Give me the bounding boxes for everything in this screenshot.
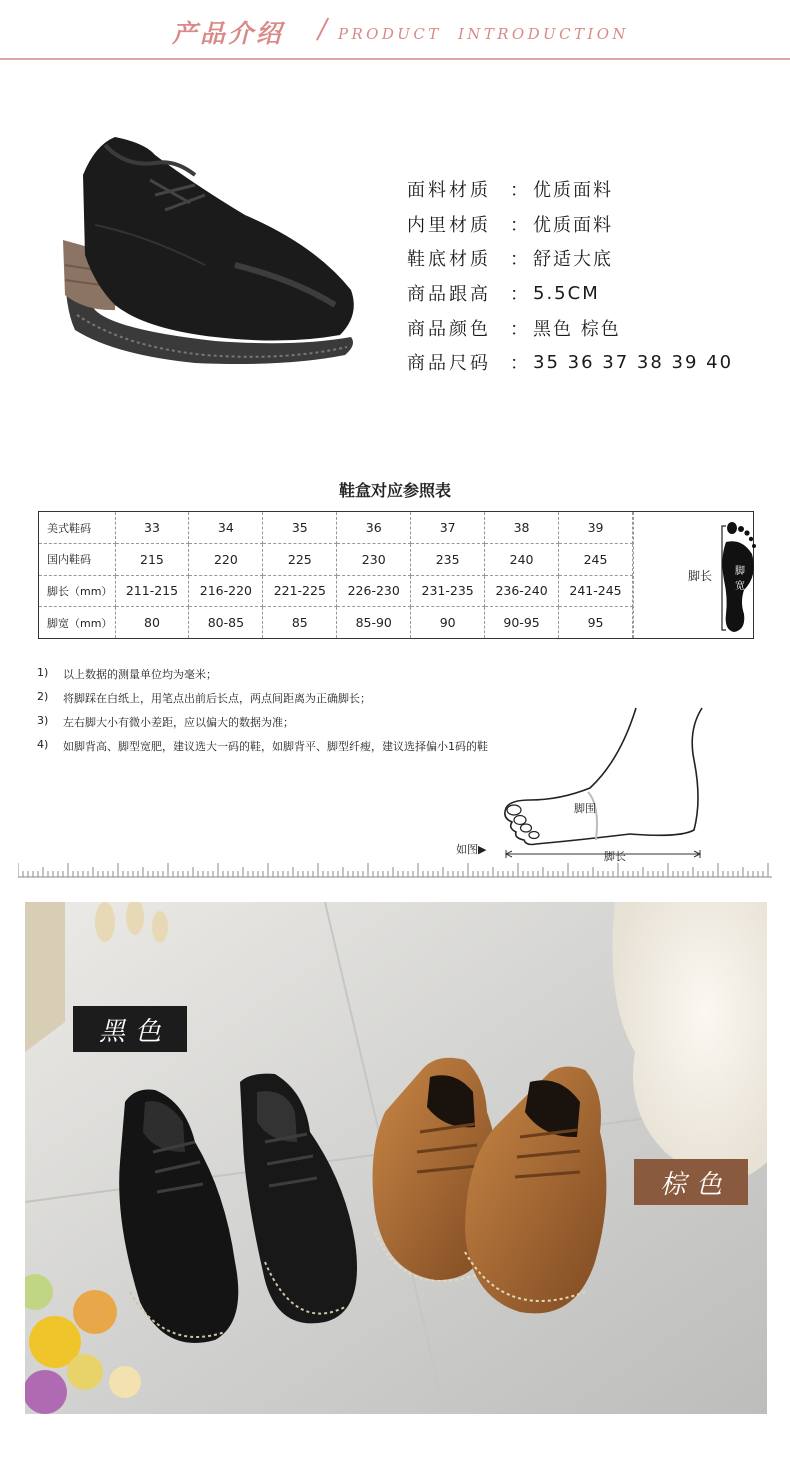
note-text: 左右脚大小有微小差距，应以偏大的数据为准；	[63, 716, 294, 729]
spec-row	[407, 345, 777, 380]
spec-row	[407, 276, 777, 311]
foot-measure-box	[633, 512, 753, 638]
table-cell: 235	[411, 544, 485, 576]
table-cell: 221-225	[263, 575, 337, 607]
as-shown-label: 如图▶	[456, 843, 487, 856]
table-cell: 230	[337, 544, 411, 576]
header-separator: /	[318, 14, 328, 45]
spec-key: 商品颜色	[407, 318, 491, 340]
header-title-cn: 产品介绍	[172, 19, 285, 48]
girth-label: 脚围	[574, 802, 596, 815]
spec-value: 35 36 37 38 39 40	[533, 351, 734, 373]
ruler-divider	[18, 860, 772, 878]
spec-value: 优质面料	[533, 180, 613, 202]
spec-row	[407, 207, 777, 242]
table-cell: 216-220	[189, 575, 263, 607]
spec-row	[407, 241, 777, 276]
note-number: 1)	[37, 666, 49, 679]
table-cell: 85	[263, 607, 337, 639]
size-grid	[39, 512, 633, 638]
table-cell: 34	[189, 512, 263, 544]
spec-colon: ：	[510, 249, 528, 271]
spec-value: 5.5CM	[533, 282, 600, 304]
section-header	[0, 0, 790, 62]
table-cell: 225	[263, 544, 337, 576]
spec-colon: ：	[510, 353, 528, 375]
spec-colon: ：	[510, 318, 528, 340]
product-photo	[25, 902, 767, 1414]
spec-row	[407, 310, 777, 345]
table-cell: 241-245	[559, 575, 633, 607]
table-cell: 80-85	[189, 607, 263, 639]
note-number: 3)	[37, 714, 49, 727]
note-text: 以上数据的测量单位均为毫米；	[63, 668, 217, 681]
note-item	[37, 666, 488, 690]
table-cell: 90-95	[485, 607, 559, 639]
spec-colon: ：	[510, 214, 528, 236]
size-table	[38, 511, 754, 639]
table-cell: 95	[559, 607, 633, 639]
table-row	[39, 512, 633, 544]
table-cell: 33	[115, 512, 189, 544]
table-cell: 38	[485, 512, 559, 544]
spec-key: 商品尺码	[407, 353, 491, 375]
size-table-title: 鞋盒对应参照表	[338, 481, 451, 500]
note-text: 如脚背高、脚型宽肥，建议选大一码的鞋，如脚背平、脚型纤瘦，建议选择偏小1码的鞋	[63, 740, 488, 753]
table-cell: 231-235	[411, 575, 485, 607]
table-cell: 215	[115, 544, 189, 576]
table-cell: 39	[559, 512, 633, 544]
note-item	[37, 714, 488, 738]
header-divider	[0, 58, 790, 60]
foot-measure-diagram	[440, 700, 740, 870]
length-label: 脚长	[604, 850, 626, 863]
color-tag-black: 黑色	[73, 1006, 187, 1052]
table-cell: 211-215	[115, 575, 189, 607]
table-cell: 90	[411, 607, 485, 639]
spec-key: 商品跟高	[407, 284, 491, 306]
spec-key: 面料材质	[407, 180, 491, 202]
note-number: 2)	[37, 690, 49, 703]
spec-value: 优质面料	[533, 214, 613, 236]
note-item	[37, 690, 488, 714]
note-text: 将脚踩在白纸上，用笔点出前后长点，两点间距离为正确脚长；	[63, 692, 371, 705]
foot-length-label: 脚长	[688, 569, 713, 583]
header-title-en: PRODUCT INTRODUCTION	[338, 25, 629, 43]
table-row	[39, 575, 633, 607]
spec-key: 鞋底材质	[407, 249, 491, 271]
table-row	[39, 544, 633, 576]
row-label: 脚长（mm）	[39, 575, 115, 607]
color-tag-brown: 棕色	[634, 1159, 748, 1205]
note-item	[37, 738, 488, 762]
shoes-photo-illustration	[25, 902, 767, 1414]
table-cell: 37	[411, 512, 485, 544]
spec-key: 内里材质	[407, 214, 491, 236]
spec-list	[407, 172, 777, 380]
table-cell: 35	[263, 512, 337, 544]
row-label: 脚宽（mm）	[39, 607, 115, 639]
row-label: 美式鞋码	[39, 512, 115, 544]
table-cell: 36	[337, 512, 411, 544]
table-cell: 220	[189, 544, 263, 576]
spec-value: 黑色 棕色	[533, 318, 621, 340]
table-cell: 85-90	[337, 607, 411, 639]
measurement-notes	[37, 666, 488, 762]
table-cell: 80	[115, 607, 189, 639]
product-shoe-image	[55, 115, 365, 375]
foot-width-label: 脚宽	[735, 566, 745, 592]
spec-value: 舒适大底	[533, 249, 613, 271]
table-cell: 226-230	[337, 575, 411, 607]
table-cell: 240	[485, 544, 559, 576]
spec-colon: ：	[510, 180, 528, 202]
note-number: 4)	[37, 738, 49, 751]
spec-row	[407, 172, 777, 207]
table-row	[39, 607, 633, 639]
row-label: 国内鞋码	[39, 544, 115, 576]
spec-colon: ：	[510, 284, 528, 306]
table-cell: 245	[559, 544, 633, 576]
table-cell: 236-240	[485, 575, 559, 607]
